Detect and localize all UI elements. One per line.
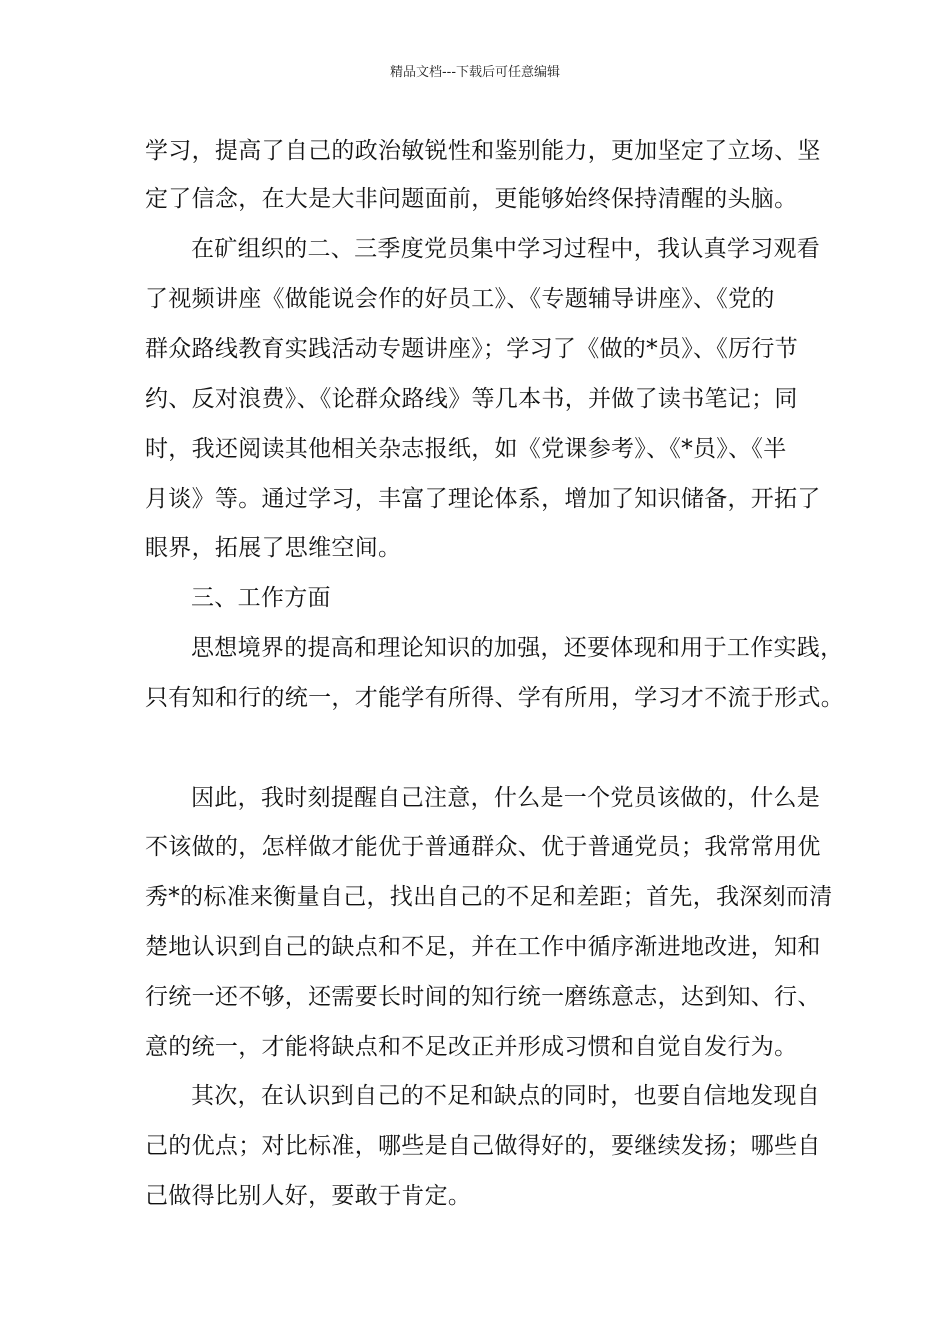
text-line: 思想境界的提高和理论知识的加强，还要体现和用于工作实践，	[191, 635, 844, 661]
text-line: 意的统一，才能将缺点和不足改正并形成习惯和自觉自发行为。	[145, 1034, 798, 1060]
text-line: 约、反对浪费》、《论群众路线》等几本书，并做了读书笔记；同	[145, 386, 798, 412]
text-line: 群众路线教育实践活动专题讲座》；学习了《做的*员》、《厉行节	[145, 336, 798, 362]
text-line: 只有知和行的统一，才能学有所得、学有所用，学习才不流于形式。	[145, 685, 844, 711]
text-line: 不该做的，怎样做才能优于普通群众、优于普通党员；我常常用优	[145, 834, 821, 860]
text-line: 时，我还阅读其他相关杂志报纸，如《党课参考》、《*员》、《半	[145, 436, 787, 462]
text-line: 因此，我时刻提醒自己注意，什么是一个党员该做的，什么是	[191, 785, 821, 811]
text-line: 定了信念，在大是大非问题面前，更能够始终保持清醒的头脑。	[145, 186, 798, 212]
text-line: 学习，提高了自己的政治敏锐性和鉴别能力，更加坚定了立场、坚	[145, 138, 821, 164]
text-line: 秀*的标准来衡量自己，找出自己的不足和差距；首先，我深刻而清	[145, 884, 833, 910]
text-line: 己的优点；对比标准，哪些是自己做得好的，要继续发扬；哪些自	[145, 1133, 821, 1159]
text-line: 行统一还不够，还需要长时间的知行统一磨练意志，达到知、行、	[145, 984, 821, 1010]
text-line: 其次，在认识到自己的不足和缺点的同时，也要自信地发现自	[191, 1083, 821, 1109]
text-line: 月谈》等。通过学习，丰富了理论体系，增加了知识储备，开拓了	[145, 486, 821, 512]
text-line: 在矿组织的二、三季度党员集中学习过程中，我认真学习观看	[191, 236, 821, 262]
page-header: 精品文档---下载后可任意编辑	[389, 65, 561, 80]
text-line: 楚地认识到自己的缺点和不足，并在工作中循序渐进地改进，知和	[145, 934, 821, 960]
text-line: 眼界，拓展了思维空间。	[145, 535, 402, 561]
text-line: 己做得比别人好，要敢于肯定。	[145, 1183, 472, 1209]
text-line: 了视频讲座《做能说会作的好员工》、《专题辅导讲座》、《党的	[145, 286, 775, 312]
section-heading: 三、工作方面	[191, 585, 331, 611]
